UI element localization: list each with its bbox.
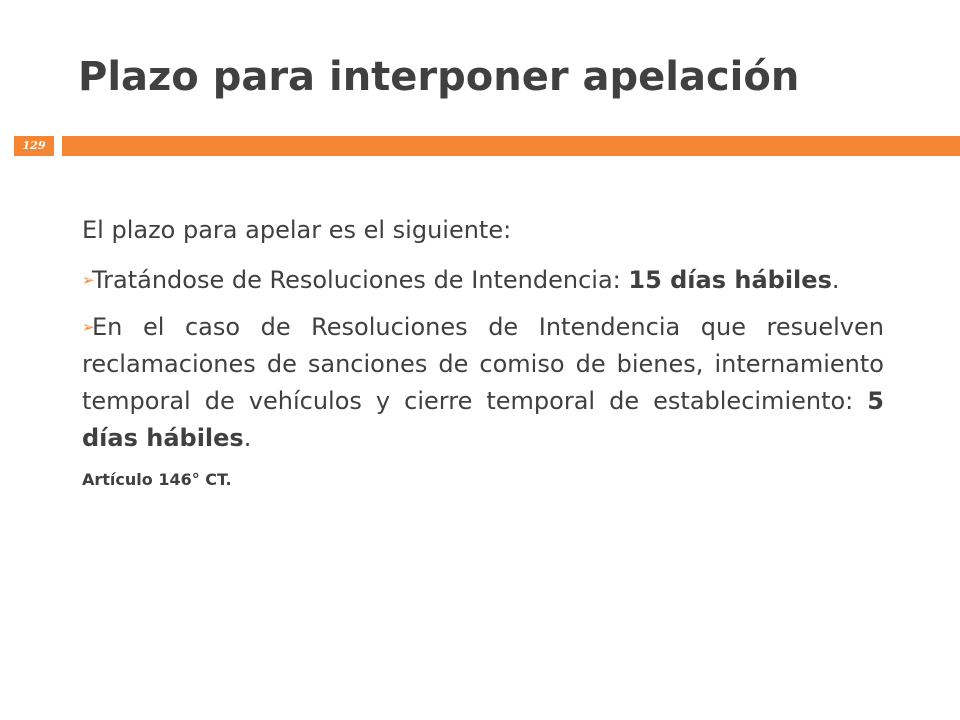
orange-accent-bar	[62, 136, 960, 156]
orange-arrowhead-bullet-icon: ➢	[82, 318, 95, 336]
bullet-text: En el caso de Resoluciones de Intendencia que resuelven reclamaciones de sanciones de comiso de bienes, internamiento temporal de vehículos y cierre temporal de establecimiento:	[82, 313, 884, 415]
page-number: 129	[14, 136, 54, 156]
bullet-ending: .	[243, 424, 252, 452]
bullet-deadline: 5 días hábiles	[82, 387, 884, 452]
article-reference: Artículo 146° CT.	[82, 470, 232, 489]
slide-content	[82, 212, 884, 493]
bullet-item-reclamaciones-sanciones	[82, 309, 884, 457]
bullet-text: Tratándose de Resoluciones de Intendencia:	[92, 266, 629, 294]
bullet-deadline: 15 días hábiles	[628, 266, 832, 294]
bullet-item-resoluciones-intendencia	[82, 262, 884, 299]
orange-arrowhead-bullet-icon: ➢	[82, 271, 95, 289]
intro-text: El plazo para apelar es el siguiente:	[82, 216, 512, 244]
slide-title: Plazo para interponer apelación	[78, 54, 800, 100]
bullet-ending: .	[831, 266, 840, 294]
